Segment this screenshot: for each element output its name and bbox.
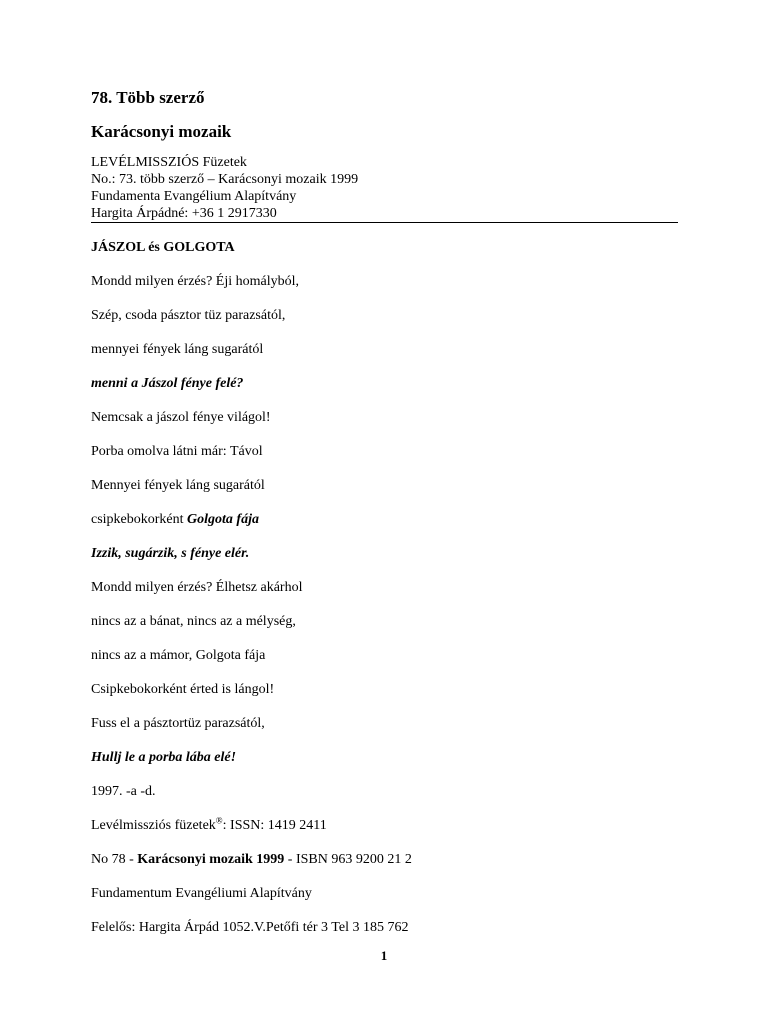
responsible-line: Felelős: Hargita Árpád 1052.V.Petőfi tér 3 Tel 3 185 762 [91, 920, 409, 935]
issn-number: : ISSN: 1419 2411 [222, 818, 327, 833]
isbn-prefix: No 78 - [91, 852, 138, 867]
meta-line-1: LEVÉLMISSZIÓS Füzetek [91, 155, 247, 170]
poem-line: Mondd milyen érzés? Élhetsz akárhol [91, 580, 303, 595]
poem-line: Mondd milyen érzés? Éji homályból, [91, 274, 300, 289]
poem-line: Hullj le a porba lába elé! [91, 750, 237, 765]
isbn-title: Karácsonyi mozaik 1999 [137, 852, 285, 867]
poem-line: Nemcsak a jászol fénye világol! [91, 410, 271, 425]
poem-line: Porba omolva látni már: Távol [91, 444, 263, 459]
isbn-line [91, 852, 412, 868]
poem-line: Csipkebokorként érted is lángol! [91, 682, 275, 697]
poem-line: Szép, csoda pásztor tüz parazsától, [91, 308, 286, 323]
header-divider [91, 222, 678, 223]
poem-line: menni a Jászol fénye felé? [91, 376, 244, 391]
poem-line: nincs az a mámor, Golgota fája [91, 648, 266, 663]
poem-line: Fuss el a pásztortüz parazsától, [91, 716, 265, 731]
poem-date: 1997. -a -d. [91, 784, 156, 799]
poem-line: Izzik, sugárzik, s fénye elér. [91, 546, 250, 561]
meta-line-2: No.: 73. több szerző – Karácsonyi mozaik 1999 [91, 172, 359, 187]
meta-line-4: Hargita Árpádné: +36 1 2917330 [91, 206, 277, 221]
poem-line-emphasis: Golgota fája [187, 512, 259, 527]
poem-line: nincs az a bánat, nincs az a mélység, [91, 614, 296, 629]
issn-series: Levélmissziós füzetek [91, 818, 216, 833]
poem-line: mennyei fények láng sugarától [91, 342, 264, 357]
issn-line [91, 815, 327, 834]
registered-mark: ® [215, 815, 223, 826]
document-title: 78. Több szerző [91, 88, 205, 107]
isbn-number: - ISBN 963 9200 21 2 [284, 852, 412, 867]
foundation-line: Fundamentum Evangéliumi Alapítvány [91, 886, 312, 901]
poem-line: Mennyei fények láng sugarától [91, 478, 265, 493]
document-subtitle: Karácsonyi mozaik [91, 122, 232, 141]
meta-line-3: Fundamenta Evangélium Alapítvány [91, 189, 297, 204]
poem-title: JÁSZOL és GOLGOTA [91, 240, 235, 255]
poem-line-part: csipkebokorként [91, 512, 188, 527]
poem-line [91, 512, 259, 528]
page-number: 1 [380, 948, 388, 963]
